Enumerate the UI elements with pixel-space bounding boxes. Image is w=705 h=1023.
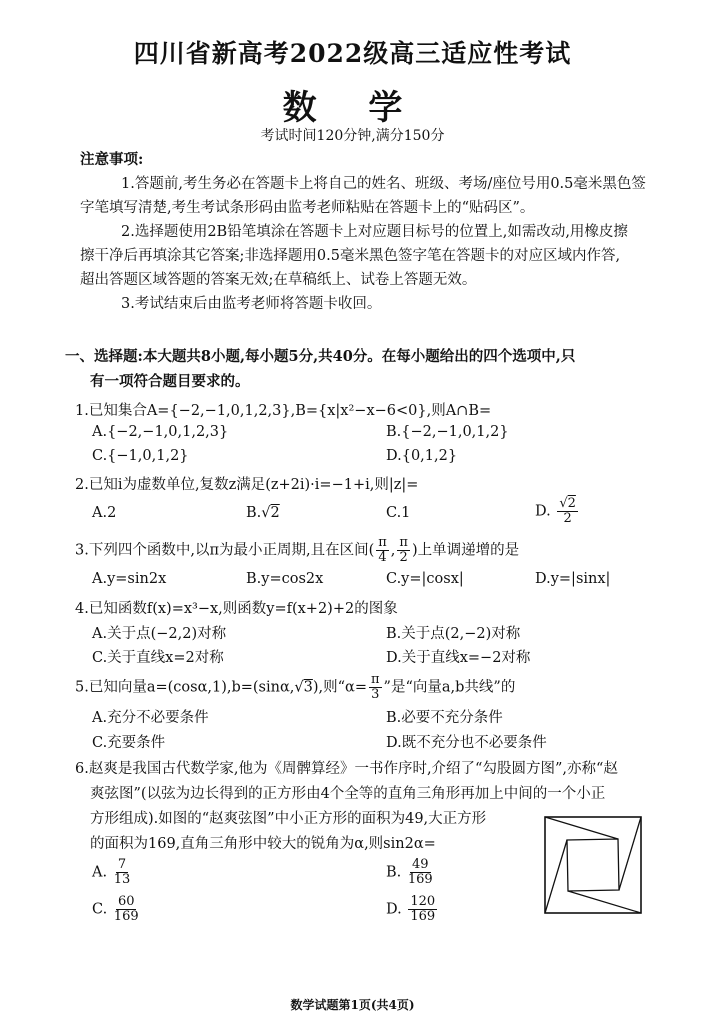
q6-option-b: B. $\frac{49}{169}$: [386, 857, 433, 887]
q2-option-a: A.2: [92, 505, 117, 521]
q2-option-d-label: D.: [535, 503, 551, 520]
q6-option-d: D. $\frac{120}{169}$: [386, 894, 436, 924]
triangle-edge-right: [619, 817, 641, 890]
page-footer: 数学试题第1页(共4页): [290, 998, 415, 1012]
q3-stem: 3.下列四个函数中,以π为最小正周期,且在区间( $\frac{\pi}{4}$ , $\frac{\pi}{2}$ )上单调递增的是: [75, 535, 520, 565]
note-1-line-2: 字笔填写清楚,考生考试条形码由监考老师粘贴在答题卡上的“贴码区”。: [80, 200, 535, 216]
q2-option-b-root: 2: [270, 505, 280, 521]
q2-option-b: B.√2: [246, 505, 280, 521]
q4-option-d: D.关于直线x=−2对称: [386, 650, 531, 666]
q2-option-d: [535, 497, 580, 526]
q4-option-c: C.关于直线x=2对称: [92, 650, 224, 666]
q6-option-a: A. $\frac{7}{13}$: [92, 857, 131, 887]
note-2-line-3: 超出答题区域答题的答案无效;在草稿纸上、试卷上答题无效。: [80, 272, 477, 288]
q5-option-c: C.充要条件: [92, 735, 166, 751]
q3-option-d: D.y=|sinx|: [535, 571, 611, 587]
section-1-line-2: 有一项符合题目要求的。: [90, 373, 250, 390]
q3-option-a: A.y=sin2x: [92, 571, 167, 587]
section-1-line-1: 一、选择题:本大题共8小题,每小题5分,共40分。在每小题给出的四个选项中,只: [65, 348, 576, 365]
triangle-edge-top: [545, 817, 618, 839]
q3-option-b: B.y=cos2x: [246, 571, 324, 587]
q6-option-b-fraction: $\frac{49}{169}$: [407, 857, 433, 887]
q4-option-a: A.关于点(−2,2)对称: [92, 626, 227, 642]
note-2-line-1: 2.选择题使用2B铅笔填涂在答题卡上对应题目标号的位置上,如需改动,用橡皮擦: [121, 224, 628, 240]
q2-stem: 2.已知i为虚数单位,复数z满足(z+2i)·i=−1+i,则|z|=: [75, 477, 419, 493]
q6-line-1: 6.赵爽是我国古代数学家,他为《周髀算经》一书作序时,介绍了“勾股圆方图”,亦称“赵: [75, 761, 618, 777]
q6-option-d-fraction: $\frac{120}{169}$: [410, 894, 436, 924]
q1-option-d: D.{0,1,2}: [386, 448, 458, 464]
q3-fraction-pi-4: $\frac{\pi}{4}$: [378, 535, 387, 565]
subject-title: 数 学: [282, 88, 423, 128]
q3-option-c: C.y=|cosx|: [386, 571, 464, 587]
q2-option-b-label: B.: [246, 505, 262, 521]
q6-option-c-fraction: $\frac{60}{169}$: [113, 894, 139, 924]
notes-heading: 注意事项:: [80, 151, 144, 168]
exam-info: 考试时间120分钟,满分150分: [260, 128, 445, 144]
q6-line-3: 方形组成).如图的“赵爽弦图”中小正方形的面积为49,大正方形: [90, 811, 487, 827]
q2-option-d-fraction: $\frac{√2}{2}$: [559, 496, 576, 526]
zhao-shuang-diagram: [543, 815, 643, 915]
q1-option-c: C.{−1,0,1,2}: [92, 448, 189, 464]
note-2-line-2: 擦干净后再填涂其它答案;非选择题用0.5毫米黑色签字笔在答题卡的对应区域内作答,: [80, 248, 621, 264]
q6-option-c: C. $\frac{60}{169}$: [92, 894, 139, 924]
q5-option-d: D.既不充分也不必要条件: [386, 735, 547, 751]
q5-option-a: A.充分不必要条件: [92, 710, 209, 726]
q5-option-b: B.必要不充分条件: [386, 710, 503, 726]
triangle-edge-left: [545, 840, 567, 913]
note-1-line-1: 1.答题前,考生务必在答题卡上将自己的姓名、班级、考场/座位号用0.5毫米黑色签: [121, 176, 646, 192]
q2-option-c: C.1: [386, 505, 411, 521]
q5-stem: 5.已知向量a=(cosα,1),b=(sinα,√3),则“α= $\frac{\pi}{3}$ ”是“向量a,b共线”的: [75, 672, 516, 702]
q4-stem: 4.已知函数f(x)=x³−x,则函数y=f(x+2)+2的图象: [75, 601, 398, 617]
q6-line-2: 爽弦图”(以弦为边长得到的正方形由4个全等的直角三角形再加上中间的一个小正: [90, 786, 606, 802]
inner-square: [567, 839, 619, 891]
page-title: 四川省新高考2022级高三适应性考试: [133, 39, 572, 68]
q1-option-b: B.{−2,−1,0,1,2}: [386, 424, 509, 440]
q6-line-4: 的面积为169,直角三角形中较大的锐角为α,则sin2α=: [90, 836, 436, 852]
triangle-edge-bottom: [568, 891, 641, 913]
q1-stem: 1.已知集合A={−2,−1,0,1,2,3},B={x|x²−x−6<0},则A∩B=: [75, 403, 492, 419]
note-3: 3.考试结束后由监考老师将答题卡收回。: [121, 296, 382, 312]
q4-option-b: B.关于点(2,−2)对称: [386, 626, 521, 642]
q3-fraction-pi-2: $\frac{\pi}{2}$: [399, 535, 408, 565]
q1-option-a: A.{−2,−1,0,1,2,3}: [92, 424, 229, 440]
q6-option-a-fraction: $\frac{7}{13}$: [113, 857, 131, 887]
q5-fraction-pi-3: $\frac{\pi}{3}$: [371, 672, 380, 702]
